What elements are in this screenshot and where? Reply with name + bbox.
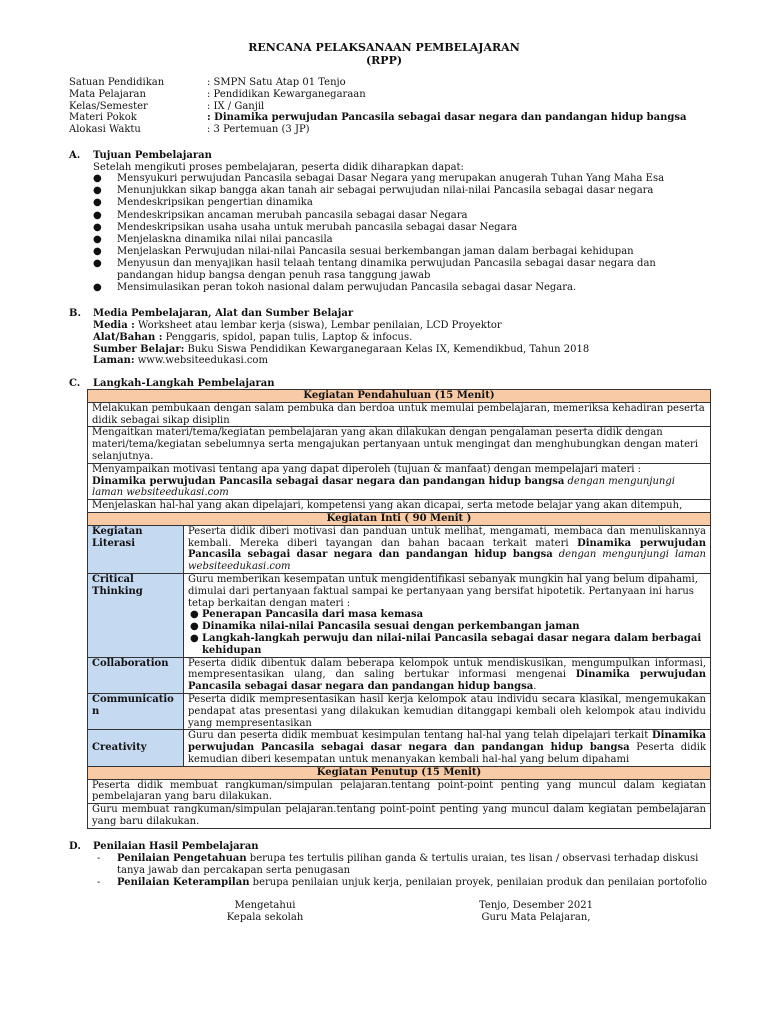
table-row bbox=[88, 512, 711, 525]
bullet-icon: ● bbox=[93, 233, 102, 245]
bullet-icon: ● bbox=[93, 185, 102, 197]
identity-row bbox=[69, 77, 709, 89]
list-item: - Penilaian Keterampilan berupa penilaian unjuk kerja, penilaian proyek, penilaian produk dan penilaian portofolio bbox=[97, 876, 708, 888]
critical-list bbox=[188, 609, 706, 656]
table-cell: Guru dan peserta didik membuat kesimpulan tentang hal-hal yang telah dipelajari terkait Dinamika perwujudan Pancasila sebagai dasar negara dan pandangan hidup bangsa Peserta didik kemudian diberi kesempatan untuk menanyakan kembali hal-hal yang belum dipahami bbox=[184, 730, 711, 766]
table-cell: Menyampaikan motivasi tentang apa yang dapat diperoleh (tujuan & manfaat) dengan mempelajari materi : Dinamika perwujudan Pancasila sebagai dasar negara dan pandangan hidup bangsa dengan mengunjungi laman websiteedukasi.com bbox=[88, 463, 711, 499]
bullet-icon: ● bbox=[93, 282, 102, 294]
table-row bbox=[88, 657, 711, 693]
signature-left-line2: Kepala sekolah bbox=[226, 912, 304, 923]
creat-label: Creativity bbox=[88, 730, 184, 766]
identity-row bbox=[69, 124, 709, 136]
comm-label: Communication bbox=[88, 693, 184, 729]
section-letter: C. bbox=[69, 378, 81, 389]
signature-left-line1: Mengetahui bbox=[234, 900, 296, 911]
table-cell: Mengaitkan materi/tema/kegiatan pembelajaran yang akan dilakukan dengan pengalaman peserta didik dengan materi/tema/kegiatan sebelumnya serta mengajukan pertanyaan untuk mengingat dan menghubungkan dengan materi selanjutnya. bbox=[88, 427, 711, 463]
media-block bbox=[93, 320, 713, 367]
list-item: ● Mendeskripsikan usaha usaha untuk merubah pancasila sebagai dasar Negara bbox=[93, 221, 518, 233]
bullet-icon: ● bbox=[93, 246, 102, 258]
identity-value: : 3 Pertemuan (3 JP) bbox=[207, 124, 310, 136]
literasi-label: Kegiatan Literasi bbox=[88, 525, 184, 573]
section-title: Media Pembelajaran, Alat dan Sumber Belajar bbox=[93, 308, 354, 319]
list-item: ● Mensimulasikan peran tokoh nasional dalam perwujudan Pancasila sebagai dasar Negara. bbox=[93, 282, 577, 294]
identity-label: Kelas/Semester bbox=[69, 100, 148, 112]
table-row bbox=[88, 390, 711, 403]
signature-right bbox=[476, 900, 596, 924]
document-subtitle: (RPP) bbox=[365, 54, 403, 67]
section-b-heading bbox=[69, 308, 353, 320]
identity-label: Materi Pokok bbox=[69, 112, 137, 124]
identity-value: : Pendidikan Kewarganegaraan bbox=[207, 88, 366, 100]
table-row bbox=[88, 427, 711, 463]
alat-line: Alat/Bahan : Penggaris, spidol, papan tulis, Laptop & infocus. bbox=[93, 331, 413, 343]
identity-value: : Dinamika perwujudan Pancasila sebagai dasar negara dan pandangan hidup bangsa bbox=[207, 112, 687, 124]
signature-right-line1: Tenjo, Desember 2021 bbox=[479, 900, 593, 911]
list-item: ● Mendeskripsikan pengertian dinamika bbox=[93, 197, 313, 209]
bullet-icon: ● bbox=[190, 609, 199, 621]
section-letter: B. bbox=[69, 308, 81, 319]
table-row bbox=[88, 500, 711, 513]
identity-table bbox=[69, 77, 709, 136]
section-d-heading bbox=[69, 841, 259, 853]
critical-label: Critical Thinking bbox=[88, 573, 184, 657]
list-item: ● Langkah-langkah perwuju dan nilai-nilai Pancasila sebagai dasar negara dalam berbagai kehidupan bbox=[190, 632, 702, 656]
goals-list bbox=[93, 173, 713, 294]
identity-row bbox=[69, 112, 709, 124]
table-row bbox=[88, 766, 711, 779]
goals-intro: Setelah mengikuti proses pembelajaran, peserta didik diharapkan dapat: bbox=[93, 162, 464, 173]
signature-left bbox=[200, 900, 330, 924]
bullet-icon: ● bbox=[190, 621, 199, 633]
list-item: ● Mensyukuri perwujudan Pancasila sebagai Dasar Negara yang merupakan anugerah Tuhan Yang Maha Esa bbox=[93, 173, 665, 184]
section-title: Penilaian Hasil Pembelajaran bbox=[93, 841, 259, 852]
table-row bbox=[88, 730, 711, 766]
bullet-icon: ● bbox=[93, 221, 102, 233]
table-cell: Menjelaskan hal-hal yang akan dipelajari, kompetensi yang akan dicapai, serta metode belajar yang akan ditempuh, bbox=[88, 500, 711, 513]
pendahuluan-header: Kegiatan Pendahuluan (15 Menit) bbox=[88, 390, 711, 403]
table-row bbox=[88, 804, 711, 829]
identity-value: : IX / Ganjil bbox=[207, 100, 265, 112]
table-row bbox=[88, 779, 711, 804]
list-item: ● Dinamika nilai-nilai Pancasila sesuai dengan perkembangan jaman bbox=[190, 621, 580, 633]
section-title: Langkah-Langkah Pembelajaran bbox=[93, 378, 275, 389]
table-row bbox=[88, 525, 711, 573]
table-cell: Melakukan pembukaan dengan salam pembuka dan berdoa untuk memulai pembelajaran, memeriksa kehadiran peserta didik sebagai sikap disiplin bbox=[88, 402, 711, 427]
list-item: ● Penerapan Pancasila dari masa kemasa bbox=[190, 609, 424, 621]
laman-line: Laman: www.websiteedukasi.com bbox=[93, 355, 268, 367]
list-item: ● Menyusun dan menyajikan hasil telaah tentang dinamika perwujudan Pancasila sebagai dasar negara dan pandangan hidup bangsa dengan penuh rasa tanggung jawab bbox=[93, 258, 656, 282]
identity-row bbox=[69, 101, 709, 113]
bullet-icon: ● bbox=[93, 258, 102, 270]
list-item: ● Menunjukkan sikap bangga akan tanah air sebagai perwujudan nilai-nilai Pancasila sebagai dasar negara bbox=[93, 185, 654, 197]
document-title: RENCANA PELAKSANAAN PEMBELAJARAN bbox=[248, 41, 520, 54]
inti-header: Kegiatan Inti ( 90 Menit ) bbox=[88, 512, 711, 525]
list-item: - Penilaian Pengetahuan berupa tes tertulis pilihan ganda & tertulis uraian, tes lisan / observasi terhadap diskusi tanya jawab dan percakapan serta penugasan bbox=[97, 853, 699, 876]
media-line: Media : Worksheet atau lembar kerja (siswa), Lembar penilaian, LCD Proyektor bbox=[93, 320, 502, 331]
assessment-list bbox=[93, 853, 715, 888]
bullet-icon: ● bbox=[93, 173, 102, 184]
table-cell: Peserta didik membuat rangkuman/simpulan pelajaran.tentang point-point penting yang muncul dalam kegiatan pembelajaran yang baru dilakukan. bbox=[88, 779, 711, 804]
section-a-heading bbox=[69, 150, 212, 162]
table-row bbox=[88, 402, 711, 427]
penutup-header: Kegiatan Penutup (15 Menit) bbox=[88, 766, 711, 779]
collab-label: Collaboration bbox=[88, 657, 184, 693]
list-item: ● Mendeskripsikan ancaman merubah pancasila sebagai dasar Negara bbox=[93, 209, 468, 221]
dash-icon: - bbox=[97, 876, 101, 888]
dash-icon: - bbox=[97, 853, 101, 864]
table-cell: Peserta didik dibentuk dalam beberapa kelompok untuk mendiskusikan, mengumpulkan informasi, mempresentasikan ulang, dan saling bertukar informasi mengenai Dinamika perwujudan Pancasila sebagai dasar negara dan pandangan hidup bangsa. bbox=[184, 657, 711, 693]
bullet-icon: ● bbox=[93, 197, 102, 209]
bullet-icon: ● bbox=[93, 209, 102, 221]
table-cell: Peserta didik mempresentasikan hasil kerja kelompok atau individu secara klasikal, mengemukakan pendapat atas presentasi yang dilakukan kemudian ditanggapi kembali oleh kelompok atau individu yang mempresentasikan bbox=[184, 693, 711, 729]
list-item: ● Menjelaskan Perwujudan nilai-nilai Pancasila sesuai berkembangan jaman dalam berbagai kehidupan bbox=[93, 246, 634, 258]
table-cell: Peserta didik diberi motivasi dan panduan untuk melihat, mengamati, membaca dan menuliskannya kembali. Mereka diberi tayangan dan bahan bacaan terkait materi Dinamika perwujudan Pancasila sebagai dasar negara dan pandangan hidup bangsa dengan mengunjungi laman websiteedukasi.com bbox=[184, 525, 711, 573]
bullet-icon: ● bbox=[190, 632, 199, 644]
table-cell: Guru membuat rangkuman/simpulan pelajaran.tentang point-point penting yang muncul dalam kegiatan pembelajaran yang baru dilakukan. bbox=[88, 804, 711, 829]
identity-label: Satuan Pendidikan bbox=[69, 77, 165, 88]
table-cell: Guru memberikan kesempatan untuk mengidentifikasi sebanyak mungkin hal yang belum dipahami, dimulai dari pertanyaan faktual sampai ke pertanyaan yang bersifat hipotetik. Pertanyaan ini harus tetap berkaitan dengan materi : ● Penerapan Pancasila dari masa kemasa ● Dinamika nilai-nilai Pancasila sesuai dengan perkembangan jaman ● Langkah-langkah perwuju dan nilai-nilai Pancasila sebagai dasar negara dalam berbagai kehidupan bbox=[184, 573, 711, 657]
sumber-line: Sumber Belajar: Buku Siswa Pendidikan Kewarganegaraan Kelas IX, Kemendikbud, Tahun 2018 bbox=[93, 343, 590, 355]
learning-steps-table bbox=[87, 389, 711, 829]
table-row bbox=[88, 463, 711, 499]
identity-label: Alokasi Waktu bbox=[69, 124, 141, 136]
list-item: ● Menjelaskna dinamika nilai nilai pancasila bbox=[93, 233, 333, 245]
section-letter: A. bbox=[69, 150, 81, 161]
table-row bbox=[88, 693, 711, 729]
section-title: Tujuan Pembelajaran bbox=[93, 150, 212, 161]
section-letter: D. bbox=[69, 841, 81, 852]
identity-label: Mata Pelajaran bbox=[69, 88, 146, 100]
signature-right-line2: Guru Mata Pelajaran, bbox=[481, 912, 591, 923]
identity-row bbox=[69, 89, 709, 101]
identity-value: : SMPN Satu Atap 01 Tenjo bbox=[207, 77, 346, 88]
table-row bbox=[88, 573, 711, 657]
